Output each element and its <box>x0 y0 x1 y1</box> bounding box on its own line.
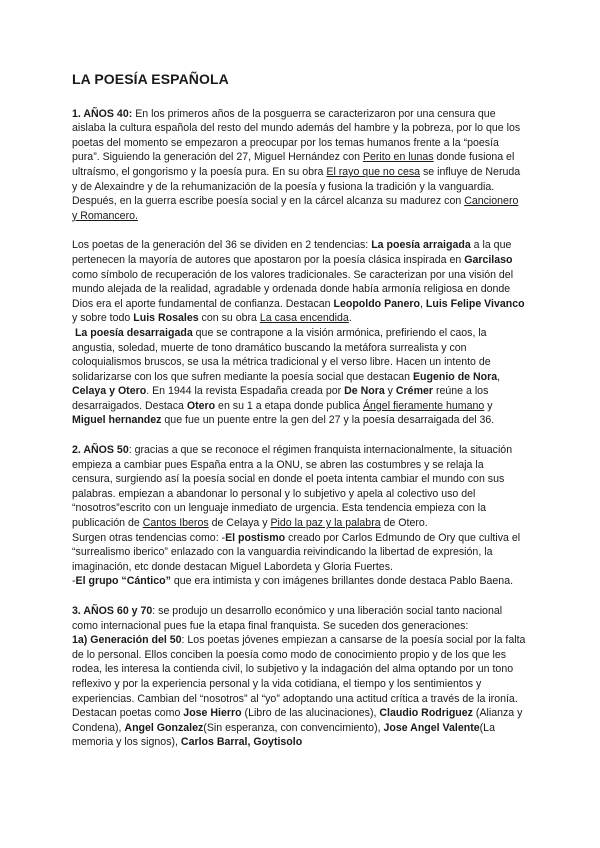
work-title: Ángel fieramente humano <box>362 399 485 412</box>
author-name: Jose Hierro <box>183 707 242 720</box>
subsection-heading: 1a) Generación del 50 <box>72 634 182 647</box>
work-title: La casa encendida <box>259 312 349 325</box>
section-heading: 2. AÑOS 50 <box>72 444 129 457</box>
author-name: Otero <box>186 399 216 412</box>
author-name: Leopoldo Panero <box>333 297 421 310</box>
author-name: Claudio Rodriguez <box>379 707 473 720</box>
author-name: Crémer <box>395 385 434 398</box>
author-name: Celaya y Otero <box>72 385 147 398</box>
section-anos-40: 1. AÑOS 40: En los primeros años de la posguerra se caracterizaron por una censura que aislaba la cultura española del resto del mundo además del hambre y la pobreza, por lo que los poetas del momento se empezaron a preocupar por los temas humanos frente a la “poesía pura”. Siguiendo la generación del 27, Miguel Hernández con Perito en lunas donde fusiona el ultraísmo, el gongorismo y la poesía pura. En su obra El rayo que no cesa se influye de Neruda y de Alexaindre y de la rehumanización de la poesía y fusiona la tradición y la vanguardia. Después, en la guerra escribe poesía social y en la cárcel alcanza su madurez con Cancionero y Romancero. <box>72 107 521 222</box>
author-name: De Nora <box>344 385 385 398</box>
work-title: Cancionero y Romancero. <box>72 195 519 222</box>
work-title: Perito en lunas <box>362 151 434 164</box>
author-name: Carlos Barral, Goytisolo <box>180 736 303 749</box>
author-name: Luis Rosales <box>133 312 199 325</box>
author-name: Jose Angel Valente <box>383 721 480 734</box>
work-title: El rayo que no cesa <box>326 165 421 178</box>
author-name: Eugenio de Nora <box>412 370 498 383</box>
term: El grupo “Cántico” <box>75 575 171 588</box>
work-title: Pido la paz y la palabra <box>270 517 381 530</box>
term: La poesía desarraigada <box>74 326 193 339</box>
section-heading: 3. AÑOS 60 y 70 <box>72 605 153 617</box>
term: El postismo <box>225 531 286 544</box>
section-heading: 1. AÑOS 40: <box>72 107 133 120</box>
work-title: Cantos Iberos <box>142 517 209 530</box>
term: La poesía arraigada <box>371 239 471 252</box>
author-name: Miguel hernandez <box>72 414 162 427</box>
page-title: LA POESÍA ESPAÑOLA <box>72 71 229 87</box>
section-anos-60-70: 3. AÑOS 60 y 70: se produjo un desarrollo económico y una liberación social tanto nacional como internacional pues fue la etapa final franquista. Se suceden dos generaciones: 1a) Generación del 50: Los poetas jóvenes empiezan a cansarse de la poesía social por la falta de lo personal. Ellos conciben la poesía como modo de conocimiento propio y de los que les rodea, les interesa la contienda civil, lo subjetivo y la indagación del alma optando por un tono reflexivo y por la experiencia personal y la vida cotidiana, el tiempo y los sentimientos y experiencias. Cambian del “nosotros” al “yo” adoptando una actitud crítica a través de la ironía. Destacan poetas como Jose Hierro (Libro de las alucinaciones), Claudio Rodriguez (Alianza y Condena), Angel Gonzalez(Sin esperanza, con convencimiento), Jose Angel Valente(La memoria y los signos), Carlos Barral, Goytisolo <box>72 605 526 749</box>
author-name: Angel Gonzalez <box>124 721 204 734</box>
author-name: Luis Felipe Vivanco <box>425 297 525 310</box>
paragraph-generacion-36: Los poetas de la generación del 36 se dividen en 2 tendencias: La poesía arraigada a la que pertenecen la mayoría de autores que apostaron por la poesía clásica inspirada en Garcilaso como símbolo de recuperación de los valores tradicionales. Se caracterizan por una visión del mundo alejada de la realidad, agradable y ordenada donde había armonía religiosa en donde Dios era el aporte fundamental de confianza. Destacan Leopoldo Panero, Luis Felipe Vivanco y sobre todo Luis Rosales con su obra La casa encendida. La poesía desarraigada que se contrapone a la visión armónica, prefiriendo el caos, la angustia, soledad, muerte de tono dramático buscando la metáfora surrealista y con coloquialismos bruscos, se usa la métrica tradicional y el verso libre. Hacen un intento de solidarizarse con los que sufren mediante la poesía social que destacan Eugenio de Nora, Celaya y Otero. En 1944 la revista Espadaña creada por De Nora y Crémer reúne a los desarraigados. Destaca Otero en su 1 a etapa donde publica Ángel fieramente humano y Miguel hernandez que fue un puente entre la gen del 27 y la poesía desarraigada del 36. <box>72 239 525 427</box>
section-anos-50: 2. AÑOS 50: gracias a que se reconoce el régimen franquista internacionalmente, la situación empieza a cambiar pues España entra a la ONU, se abren las costumbres y se relaja la censura, surgiendo así la poesía social en donde el poeta intenta cambiar el mundo con sus palabras. empiezan a abandonar lo personal y lo subjetivo y apela al colectivo uso del “nosotros”escrito con un lenguaje inmediato de urgencia. Esta tendencia empieza con la publicación de Cantos Iberos de Celaya y Pido la paz y la palabra de Otero. Surgen otras tendencias como: -El postismo creado por Carlos Edmundo de Ory que cultiva el “surrealismo iberico” enlazado con la vanguardia reivindicando la libertad de expresión, la imaginación, etc donde destacan Miguel Labordeta y Gloria Fuertes. -El grupo “Cántico” que era intimista y con imágenes brillantes donde destaca Pablo Baena. <box>72 444 521 588</box>
author-name: Garcilaso <box>464 253 513 266</box>
